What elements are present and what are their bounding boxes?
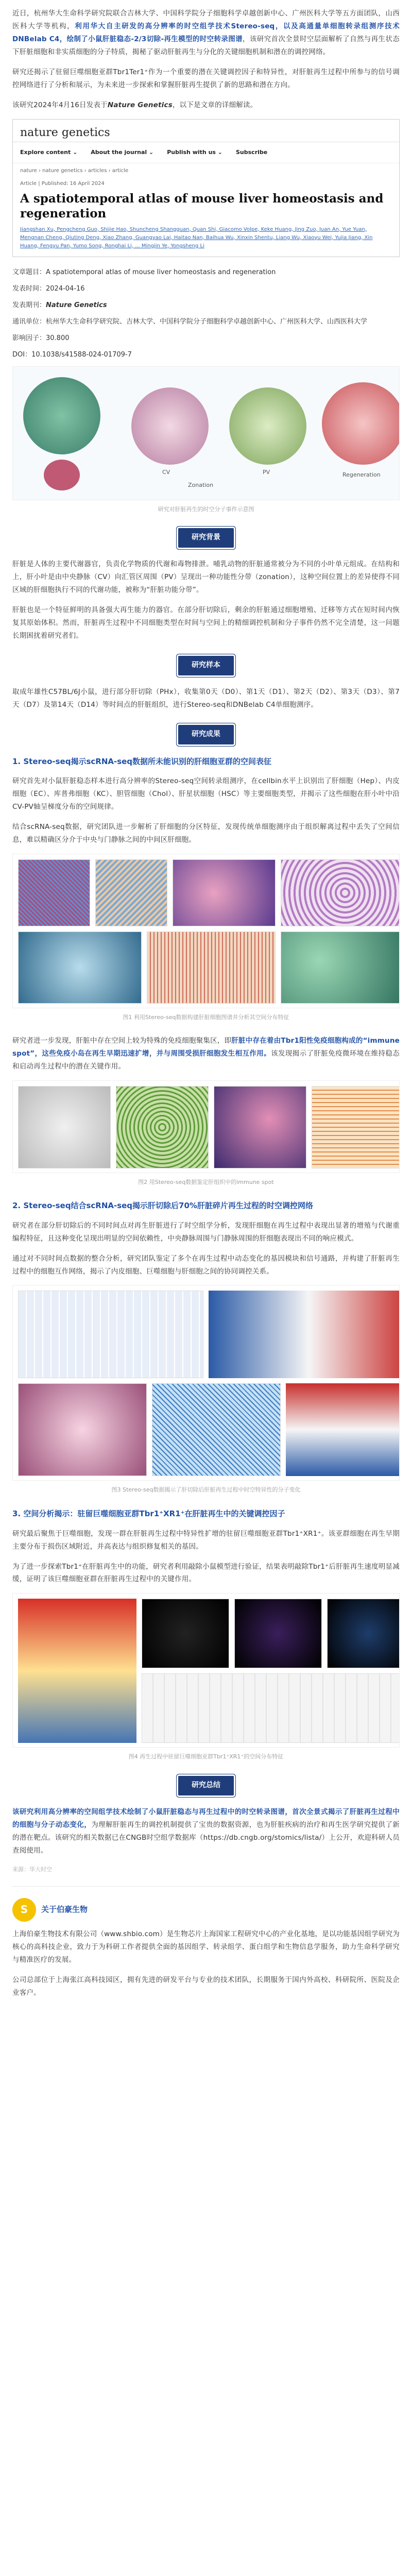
figure-1-panel-b xyxy=(95,859,167,926)
samples-paragraph: 取成年雄性C57BL/6J小鼠，进行部分肝切除（PHx），收集第0天（D0）、第1天（D1）、第2天（D2）、第3天（D3）、第7天（D7）及第14天（D14）等时间点的肝脏组织，进行Stereo-seq和DNBelab C4单细胞测序。 xyxy=(12,687,400,709)
about-paragraph-2: 公司总部位于上海张江高科技园区，拥有先进的研发平台与专业的技术团队，长期服务于国内外高校、科研院所、医院及企业客户。 xyxy=(12,1975,400,1997)
figure-3-heatmap xyxy=(209,1291,400,1378)
result-1-paragraph-2: 结合scRNA-seq数据，研究团队进一步解析了肝细胞的分区特征，发现传统单细胞测序由于组织解离过程中丢失了空间信息，难以精确区分介于中央与门静脉之间的中间区肝细胞。 xyxy=(12,823,400,844)
journal-logo: nature genetics xyxy=(20,126,110,139)
result-subheading-1: 1. Stereo-seq揭示scRNA-seq数据所未能识别的肝细胞亚群的空间表征 xyxy=(12,756,272,766)
background-paragraph-1: 肝脏是人体的主要代谢器官，负责化学物质的代谢和毒物排泄。哺乳动物的肝脏通常被分为不同的小叶单元组成。在结构和上，肝小叶是由中央静脉（CV）向汇管区周围（PV）呈现出一种功能性分带（zonation），这种空间位置上的差异使得不同区域的肝细胞执行不同的代谢功能，被称为“肝脏功能分带”。 xyxy=(12,560,400,595)
section-heading-background xyxy=(12,528,400,548)
figure-caption: 研究对肝脏再生的时空分子事件示意图 xyxy=(158,505,254,513)
intro-paragraph xyxy=(12,7,400,59)
intro-p3-text: 该研究2024年4月16日发表于 xyxy=(12,100,108,109)
regeneration-graphic xyxy=(322,382,400,465)
figure-3-panel-d xyxy=(152,1383,281,1476)
figure-1-panel-g xyxy=(281,931,400,1004)
figure-1-caption: 图1 利用Stereo-seq数据构建肝脏细胞图谱并分析其空间分布特征 xyxy=(123,1014,289,1021)
article-meta: Article | Published: 16 April 2024 xyxy=(20,180,105,187)
intro-paragraph-3 xyxy=(12,99,400,112)
figure-2-panel-d xyxy=(312,1086,400,1168)
figure-4-panel-b xyxy=(142,1599,229,1668)
figure-1-panel-e xyxy=(18,931,142,1004)
figure-4-panel-e xyxy=(142,1673,400,1743)
intro-text: 近日，杭州华大生命科学研究院联合吉林大学、中国科学院分子细胞科学卓越创新中心、广州医科大学等五方面团队，山西医科大学等机构， xyxy=(12,9,400,30)
info-journal-label: 发表期刊： xyxy=(12,301,46,309)
liver-lobule-graphic xyxy=(23,377,100,454)
figure-3-panel-a xyxy=(18,1291,203,1378)
nav-explore-content[interactable]: Explore content ⌄ xyxy=(20,148,78,156)
summary-text: 为理解肝脏再生的调控机制提供了宝贵的数据资源，也为肝脏疾病的治疗和再生医学研究提供了新的潜在靶点。该研究的相关数据已在CNGB时空组学数据库（https://db.cngb.org/stomics/lista/）上公开，欢迎科研人员查阅使用。 xyxy=(12,1820,400,1855)
schematic-figure xyxy=(12,366,400,500)
result-2-paragraph-1: 研究者在部分肝切除后的不同时间点对再生肝脏进行了时空组学分析，发现肝细胞在再生过程中表现出显著的增殖与代谢重编程特征，且这种变化呈现出明显的空间依赖性，中央静脉周围与门静脉周围的肝细胞表现出不同的响应模式。 xyxy=(12,1221,400,1243)
section-title-results: 研究成果 xyxy=(178,725,234,744)
info-date: 发表时间：2024-04-16 xyxy=(12,284,85,293)
figure-1-panel-a xyxy=(18,859,90,926)
figure-1-panel-c xyxy=(173,859,276,926)
article-title: A spatiotemporal atlas of mouse liver homeostasis and regeneration xyxy=(20,192,384,221)
info-impact: 影响因子：30.800 xyxy=(12,334,70,342)
company-logo: S xyxy=(12,1898,36,1922)
figure-3-caption: 图3 Stereo-seq数据揭示了肝切除后肝脏再生过程中时空特异性的分子变化 xyxy=(111,1486,301,1494)
nav-about-journal[interactable]: About the journal ⌄ xyxy=(91,148,154,156)
info-title: 文章题目：A spatiotemporal atlas of mouse liver homeostasis and regeneration xyxy=(12,268,276,276)
figure-1-panel-f xyxy=(147,931,276,1004)
author-list[interactable]: Jiangshan Xu, Pengcheng Guo, Shijie Hao, Shuncheng Shangguan, Quan Shi, Giacomo Volpe, Keke Huang, Jing Zuo, Juan An, Yue Yuan, Mengnan Cheng, Qiuting Deng, Xiao Zhang, Guangyao Lai, Haitao Nan, Baihua Wu, Xinxin Shentu, Liang Wu, Xiaoyu Wei, Yujia Jiang, Xin Huang, Fengyu Pan, Yumo Song, Ronghai Li, ... Mingjin Ye, Yongsheng Li xyxy=(20,226,373,249)
journal-header xyxy=(13,120,399,142)
info-doi: DOI：10.1038/s41588-024-01709-7 xyxy=(12,350,132,359)
pv-zone-graphic xyxy=(229,387,306,465)
section-heading-summary xyxy=(12,1776,400,1795)
about-header xyxy=(12,1898,400,1922)
liver-graphic xyxy=(44,460,80,490)
figure-1-panel-d xyxy=(281,859,400,926)
summary-highlight: 该研究利用高分辨率的空间组学技术绘制了小鼠肝脏稳态与再生过程中的时空转录图谱，首次全景式揭示了肝脏再生过程中的细胞与分子动态变化， xyxy=(12,1807,400,1829)
nav-publish-with-us[interactable]: Publish with us ⌄ xyxy=(167,148,222,156)
figure-4-panel-c xyxy=(234,1599,322,1668)
article-screenshot xyxy=(12,119,400,257)
result-1-p3-end: 该发现揭示了肝脏免疫微环境在维持稳态和启动再生过程中的潜在关键作用。 xyxy=(12,1049,400,1071)
intro-text-end: ，该研究首次全景时空层面解析了自然与再生状态下肝脏细胞和非实质细胞的分子特质，揭秘了驱动肝脏再生与分化的关键细胞机制和潜在的调控网络。 xyxy=(12,35,400,56)
intro-p3-end: ，以下是文章的详细解读。 xyxy=(172,100,258,109)
figure-3-panel-c xyxy=(18,1383,147,1476)
result-subheading-3: 3. 空间分析揭示：驻留巨噬细胞亚群Tbr1⁺XR1⁺在肝脏再生中的关键调控因子 xyxy=(12,1509,285,1518)
info-journal xyxy=(12,299,400,312)
result-1-paragraph-3 xyxy=(12,1035,400,1073)
breadcrumb: nature › nature genetics › articles › article xyxy=(20,168,129,174)
nav-subscribe[interactable]: Subscribe xyxy=(236,148,268,156)
section-heading-results xyxy=(12,725,400,744)
figure-4-heatmap xyxy=(18,1599,136,1743)
figure-4-caption: 图4 再生过程中驻留巨噬细胞亚群Tbr1⁺XR1⁺的空间分布特征 xyxy=(128,1753,284,1760)
figure-2-caption: 图2 用Stereo-seq数据鉴定肝组织中的immune spot xyxy=(138,1178,274,1185)
result-3-paragraph-2: 为了进一步探索Tbr1⁺在肝脏再生中的功能，研究者利用敲除小鼠模型进行验证，结果表明敲除Tbr1⁺后肝脏再生速度明显减缓，证明了该巨噬细胞亚群在肝脏再生过程中的关键作用。 xyxy=(12,1562,400,1584)
article-info xyxy=(12,266,400,361)
result-1-p3-highlight: 肝脏中存在着由Tbr1阳性免疫细胞构成的“immune spot”，这些免疫小岛在再生早期迅速扩增，并与周围受损肝细胞发生相互作用。 xyxy=(12,1036,400,1058)
figure-3-heatmap-2 xyxy=(286,1383,400,1476)
section-title-summary: 研究总结 xyxy=(178,1776,234,1795)
pv-label: PV xyxy=(263,468,270,476)
figure-3 xyxy=(12,1285,400,1481)
result-2-paragraph-2: 通过对不同时间点数据的整合分析，研究团队鉴定了多个在再生过程中动态变化的基因模块和信号通路，并构建了肝脏再生过程中的细胞互作网络，揭示了内皮细胞、巨噬细胞与肝细胞之间的协同调控关系。 xyxy=(12,1254,400,1276)
cv-zone-graphic xyxy=(131,387,209,465)
intro-paragraph-2: 研究还揭示了驻留巨噬细胞亚群Tbr1Ter1⁺作为一个重要的潜在关键调控因子和特异性，对肝脏再生过程中所参与的信号调控网络进行了分析和展示，为未来进一步探索和掌握肝脏再生提供了新的思路和潜在方向。 xyxy=(12,67,400,89)
figure-2-panel-c xyxy=(214,1086,306,1168)
result-1-p3-text: 研究者进一步发现，肝脏中存在空间上较为特殊的免疫细胞聚集区，即 xyxy=(12,1036,232,1045)
zonation-label: Zonation xyxy=(188,481,214,488)
figure-2-panel-b xyxy=(116,1086,209,1168)
figure-2 xyxy=(12,1080,400,1173)
info-units: 通讯单位：杭州华大生命科学研究院、吉林大学、中国科学院分子细胞科学卓越创新中心、广州医科大学、山西医科大学 xyxy=(12,317,368,326)
section-heading-samples xyxy=(12,656,400,675)
about-title: 关于伯豪生物 xyxy=(41,1905,88,1914)
about-paragraph-1: 上海伯豪生物技术有限公司（www.shbio.com）是生物芯片上海国家工程研究中心的产业化基地，是以功能基因组学研究为核心的高科技企业，致力于为科研工作者提供全面的基因组学、转录组学、蛋白组学和生物信息学服务，助力生命科学研究与精准医疗的发展。 xyxy=(12,1929,400,1964)
figure-2-panel-a xyxy=(18,1086,111,1168)
summary-paragraph xyxy=(12,1806,400,1857)
result-1-paragraph-1: 研究首先对小鼠肝脏稳态样本进行高分辨率的Stereo-seq空间转录组测序，在cellbin水平上识别出了肝细胞（Hep）、内皮细胞（EC）、库普弗细胞（KC）、胆管细胞（Chol）、肝星状细胞（HSC）等主要细胞类型，并揭示了这些细胞在肝小叶中沿CV-PV轴呈梯度分布的空间规律。 xyxy=(12,777,400,811)
divider xyxy=(12,1886,400,1887)
source-note: 来源：华大时空 xyxy=(12,1866,52,1873)
background-paragraph-2: 肝脏也是一个特征鲜明的具备强大再生能力的器官。在部分肝切除后，剩余的肝脏通过细胞增殖、迁移等方式在短时间内恢复其原始体积。然而，肝脏再生过程中不同细胞类型在时间与空间上的精细调控机制和分子事件仍然不完全清楚，这一问题长期困扰着研究者们。 xyxy=(12,606,400,640)
figure-4-panel-d xyxy=(327,1599,400,1668)
figure-4 xyxy=(12,1593,400,1748)
section-title-samples: 研究样本 xyxy=(178,656,234,675)
result-subheading-2: 2. Stereo-seq结合scRNA-seq揭示肝切除后70%肝脏碎片再生过程的时空调控网络 xyxy=(12,1200,313,1210)
section-title-background: 研究背景 xyxy=(178,528,234,548)
regeneration-label: Regeneration xyxy=(342,471,381,478)
result-3-paragraph-1: 研究最后聚焦于巨噬细胞，发现一群在肝脏再生过程中特异性扩增的驻留巨噬细胞亚群Tbr1⁺XR1⁺。该亚群细胞在再生早期主要分布于损伤区域附近，并高表达与组织修复相关的基因。 xyxy=(12,1529,400,1551)
cv-label: CV xyxy=(162,468,170,476)
journal-nav xyxy=(13,142,399,163)
figure-1 xyxy=(12,854,400,1008)
intro-highlight: 利用华大自主研发的高分辨率的时空组学技术Stereo-seq，以及高通量单细胞转录组测序技术DNBelab C4，绘制了小鼠肝脏稳态-2/3切除-再生模型的时空转录图谱 xyxy=(12,22,400,43)
journal-name: Nature Genetics xyxy=(107,100,173,109)
info-journal-name: Nature Genetics xyxy=(46,301,107,309)
